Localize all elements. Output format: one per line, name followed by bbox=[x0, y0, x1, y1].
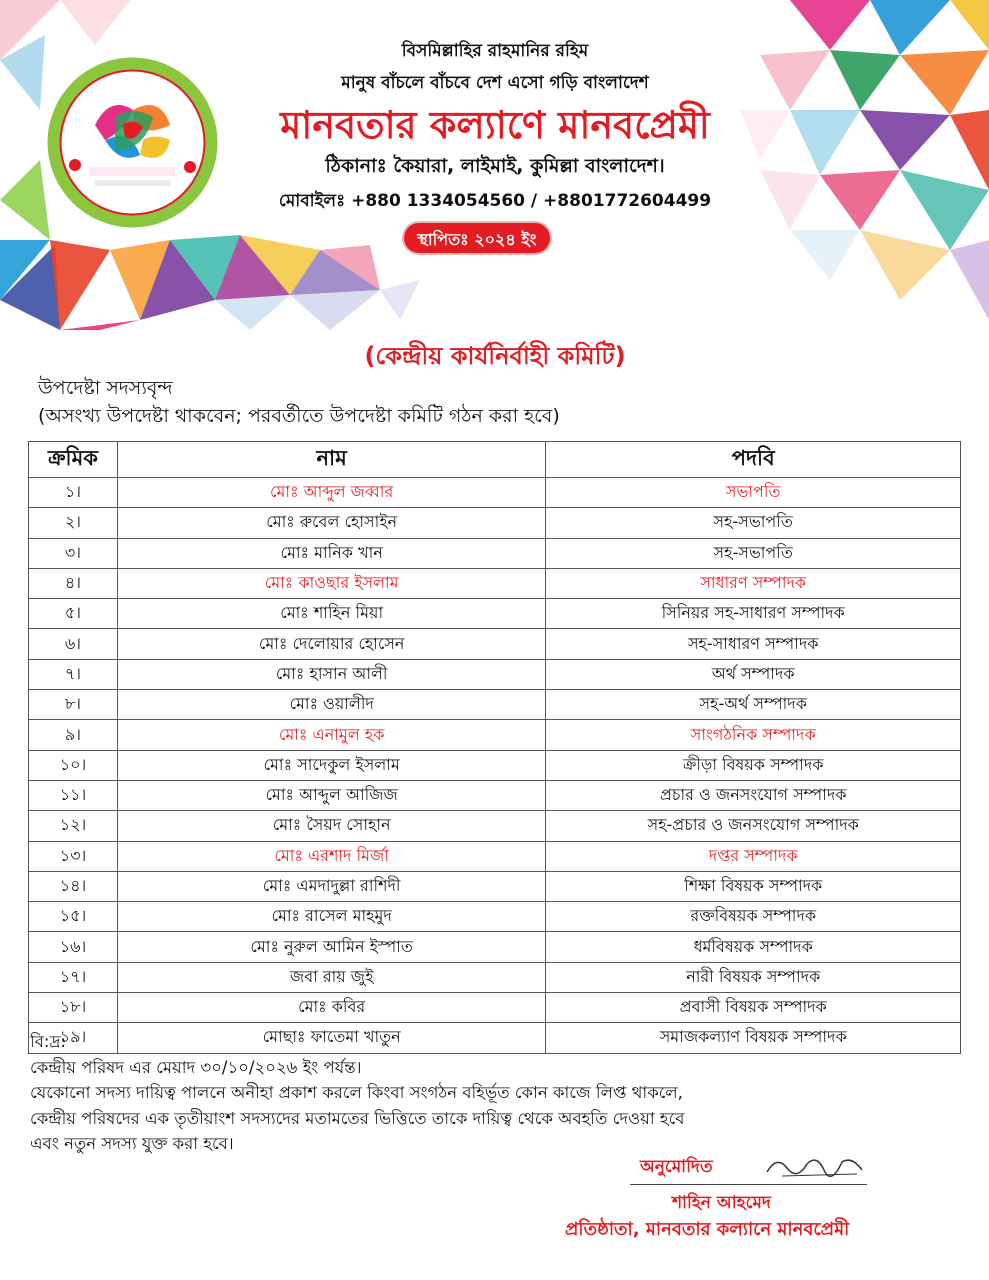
table-row bbox=[29, 538, 961, 568]
signature-scribble bbox=[762, 1150, 872, 1180]
name-cell: মোঃ এমদাদুল্লা রাশিদী bbox=[117, 871, 545, 901]
serial-cell: ১৩। bbox=[29, 841, 118, 871]
note-line: কেন্দ্রীয় পরিষদ এর মেয়াদ ৩০/১০/২০২৬ ইং পর্যন্ত। bbox=[30, 1057, 362, 1077]
header-serial: ক্রমিক bbox=[29, 442, 118, 478]
table-row bbox=[29, 993, 961, 1023]
note-line: কেন্দ্রীয় পরিষদের এক তৃতীয়াংশ সদস্যদের মতামতের ভিত্তিতে তাকে দায়িত্ব থেকে অবহতি দেওয়া হবে bbox=[30, 1108, 685, 1128]
serial-cell: ১৭। bbox=[29, 962, 118, 992]
name-cell: মোঃ এনামুল হক bbox=[117, 720, 545, 750]
bismillah-text: বিসমিল্লাহির রাহমানির রহিম bbox=[401, 41, 589, 61]
table-row bbox=[29, 568, 961, 598]
serial-cell: ৯। bbox=[29, 720, 118, 750]
serial-cell: ৫। bbox=[29, 599, 118, 629]
name-cell: মোঃ কবির bbox=[117, 993, 545, 1023]
serial-cell: ১২। bbox=[29, 811, 118, 841]
designation-cell: শিক্ষা বিষয়ক সম্পাদক bbox=[546, 871, 961, 901]
designation-cell: সহ-প্রচার ও জনসংযোগ সম্পাদক bbox=[546, 811, 961, 841]
table-row bbox=[29, 871, 961, 901]
serial-cell: ১৪। bbox=[29, 871, 118, 901]
serial-cell: ৬। bbox=[29, 629, 118, 659]
designation-cell: অর্থ সম্পাদক bbox=[546, 659, 961, 689]
table-row bbox=[29, 841, 961, 871]
designation-cell: প্রবাসী বিষয়ক সম্পাদক bbox=[546, 993, 961, 1023]
designation-cell: ধর্মবিষয়ক সম্পাদক bbox=[546, 932, 961, 962]
name-cell: মোঃ রাসেল মাহমুদ bbox=[117, 902, 545, 932]
name-cell: মোঃ এরশাদ মির্জা bbox=[117, 841, 545, 871]
table-header-row bbox=[29, 442, 961, 478]
name-cell: মোঃ শাহিন মিয়া bbox=[117, 599, 545, 629]
name-cell: মোঃ হাসান আলী bbox=[117, 659, 545, 689]
address-text: ঠিকানাঃ কৈয়ারা, লাইমাই, কুমিল্লা বাংলাদেশ। bbox=[325, 155, 665, 177]
table-row bbox=[29, 599, 961, 629]
designation-cell: সাংগঠনিক সম্পাদক bbox=[546, 720, 961, 750]
table-row bbox=[29, 932, 961, 962]
designation-cell: সমাজকল্যাণ বিষয়ক সম্পাদক bbox=[546, 1023, 961, 1053]
organization-name: মানবতার কল্যাণে মানবপ্রেমী bbox=[280, 103, 710, 147]
serial-cell: ১৯। bbox=[29, 1023, 118, 1053]
notes-block bbox=[30, 1029, 960, 1157]
serial-cell: ৪। bbox=[29, 568, 118, 598]
table-row bbox=[29, 720, 961, 750]
serial-cell: ৮। bbox=[29, 690, 118, 720]
table-row bbox=[29, 629, 961, 659]
note-line: এবং নতুন সদস্য যুক্ত করা হবে। bbox=[30, 1134, 234, 1153]
table-row bbox=[29, 508, 961, 538]
table-row bbox=[29, 478, 961, 508]
serial-cell: ১৬। bbox=[29, 932, 118, 962]
committee-title: (কেন্দ্রীয় কার্যনির্বাহী কমিটি) bbox=[364, 342, 626, 370]
name-cell: মোঃ দেলোয়ার হোসেন bbox=[117, 629, 545, 659]
name-cell: জবা রায় জুই bbox=[117, 962, 545, 992]
name-cell: মোঃ কাওছার ইসলাম bbox=[117, 568, 545, 598]
table-row bbox=[29, 811, 961, 841]
serial-cell: ৩। bbox=[29, 538, 118, 568]
designation-cell: সাধারণ সম্পাদক bbox=[546, 568, 961, 598]
name-cell: মোঃ রুবেল হোসাইন bbox=[117, 508, 545, 538]
serial-cell: ১৮। bbox=[29, 993, 118, 1023]
advisors-note: (অসংখ্য উপদেষ্টা থাকবেন; পরবর্তীতে উপদেষ্টা কমিটি গঠন করা হবে) bbox=[38, 405, 560, 427]
advisors-title: উপদেষ্টা সদস্যবৃন্দ bbox=[38, 377, 173, 399]
table-row bbox=[29, 962, 961, 992]
mobile-numbers: মোবাইলঃ +880 1334054560 / +8801772604499 bbox=[278, 191, 712, 211]
name-cell: মোঃ আব্দুল আজিজ bbox=[117, 780, 545, 810]
name-cell: মোঃ সৈয়দ সোহান bbox=[117, 811, 545, 841]
slogan-text: মানুষ বাঁচলে বাঁচবে দেশ এসো গড়ি বাংলাদেশ bbox=[341, 73, 649, 93]
table-row bbox=[29, 690, 961, 720]
header-name: নাম bbox=[117, 442, 545, 478]
name-cell: মোঃ ওয়ালীদ bbox=[117, 690, 545, 720]
name-cell: মোছাঃ ফাতেমা খাতুন bbox=[117, 1023, 545, 1053]
table-row bbox=[29, 902, 961, 932]
designation-cell: সহ-সভাপতি bbox=[546, 538, 961, 568]
serial-cell: ৭। bbox=[29, 659, 118, 689]
designation-cell: সিনিয়র সহ-সাধারণ সম্পাদক bbox=[546, 599, 961, 629]
established-badge: স্থাপিতঃ ২০২৪ ইং bbox=[402, 221, 552, 255]
signatory-name: শাহিন আহমেদ bbox=[672, 1193, 771, 1213]
approved-label: অনুমোদিত bbox=[640, 1157, 713, 1177]
serial-cell: ২। bbox=[29, 508, 118, 538]
serial-cell: ১১। bbox=[29, 780, 118, 810]
designation-cell: সহ-সাধারণ সম্পাদক bbox=[546, 629, 961, 659]
note-line: যেকোনো সদস্য দায়িত্ব পালনে অনীহা প্রকাশ করলে কিংবা সংগঠন বহির্ভূত কোন কাজে লিপ্ত থাকলে, bbox=[30, 1083, 683, 1102]
signatory-title: প্রতিষ্ঠাতা, মানবতার কল্যানে মানবপ্রেমী bbox=[565, 1219, 850, 1240]
table-row bbox=[29, 750, 961, 780]
serial-cell: ১০। bbox=[29, 750, 118, 780]
notes-label: বি:দ্র: bbox=[30, 1032, 66, 1051]
designation-cell: ক্রীড়া বিষয়ক সম্পাদক bbox=[546, 750, 961, 780]
table-row bbox=[29, 659, 961, 689]
designation-cell: সভাপতি bbox=[546, 478, 961, 508]
designation-cell: নারী বিষয়ক সম্পাদক bbox=[546, 962, 961, 992]
organization-logo bbox=[45, 55, 220, 230]
designation-cell: রক্তবিষয়ক সম্পাদক bbox=[546, 902, 961, 932]
signature-line bbox=[630, 1184, 867, 1185]
serial-cell: ১৫। bbox=[29, 902, 118, 932]
name-cell: মোঃ সাদেকুল ইসলাম bbox=[117, 750, 545, 780]
serial-cell: ১। bbox=[29, 478, 118, 508]
committee-table bbox=[28, 441, 961, 1054]
designation-cell: সহ-সভাপতি bbox=[546, 508, 961, 538]
name-cell: মোঃ আব্দুল জব্বার bbox=[117, 478, 545, 508]
name-cell: মোঃ নুরুল আমিন ইস্পাত bbox=[117, 932, 545, 962]
designation-cell: দপ্তর সম্পাদক bbox=[546, 841, 961, 871]
designation-cell: প্রচার ও জনসংযোগ সম্পাদক bbox=[546, 780, 961, 810]
designation-cell: সহ-অর্থ সম্পাদক bbox=[546, 690, 961, 720]
header-designation: পদবি bbox=[546, 442, 961, 478]
table-row bbox=[29, 780, 961, 810]
name-cell: মোঃ মানিক খান bbox=[117, 538, 545, 568]
